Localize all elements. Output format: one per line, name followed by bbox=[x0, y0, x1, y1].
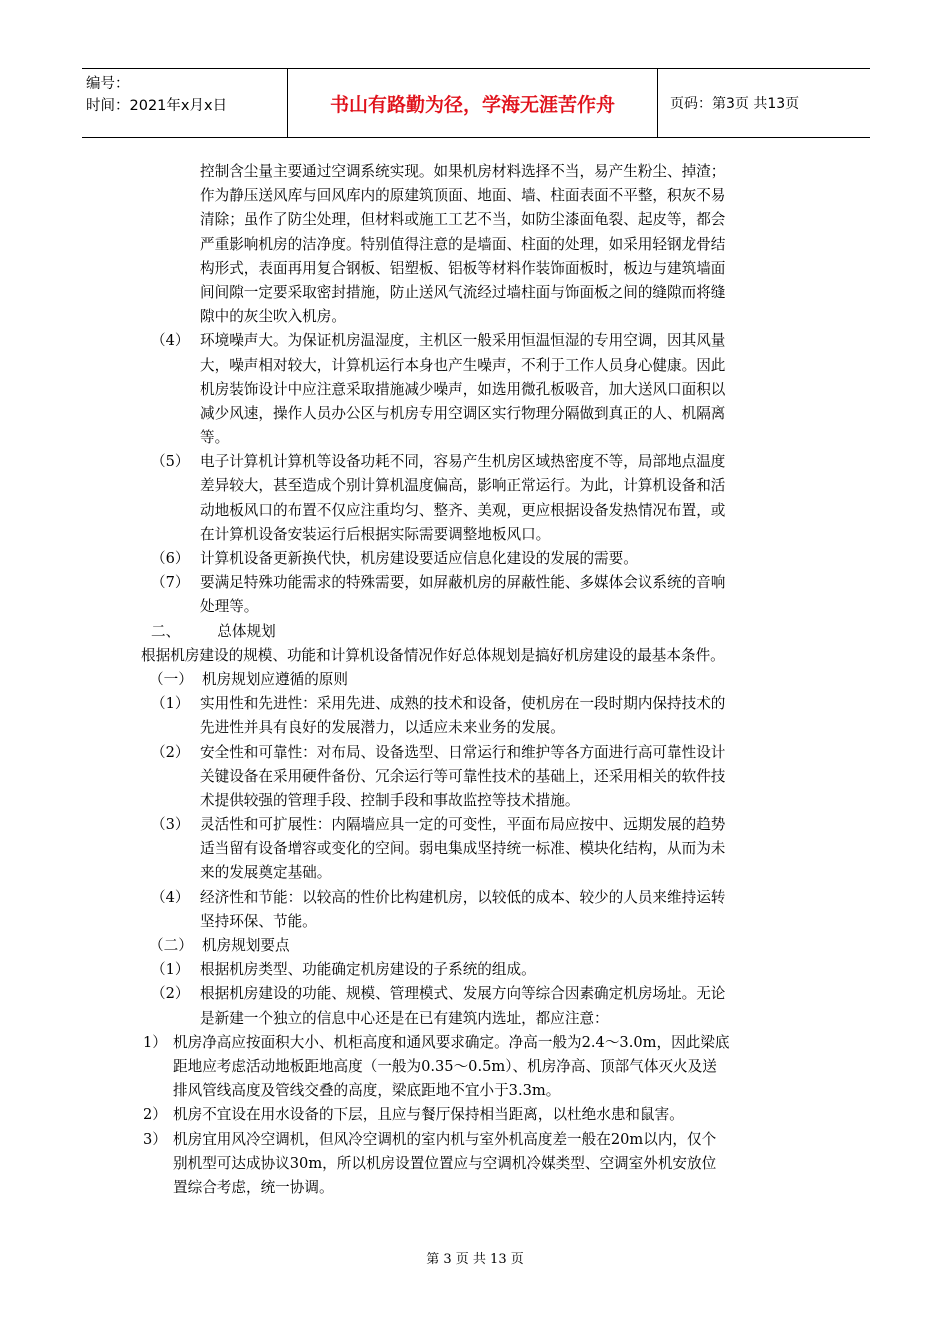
header-meta bbox=[82, 69, 288, 137]
item-text: 机房不宜设在用水设备的下层，且应与餐厅保持相当距离，以杜绝水患和鼠害。 bbox=[173, 1106, 684, 1124]
body-line: 置综合考虑，统一协调。 bbox=[173, 1178, 334, 1196]
list-item bbox=[143, 813, 813, 837]
page-header bbox=[82, 68, 870, 138]
item-text: 机房净高应按面积大小、机柜高度和通风要求确定。净高一般为2.4～3.0m，因此梁底 bbox=[173, 1033, 730, 1051]
body-line: 清除；虽作了防尘处理，但材料或施工工艺不当，如防尘漆面龟裂、起皮等，都会 bbox=[200, 211, 726, 229]
body-line: 来的发展奠定基础。 bbox=[200, 864, 332, 882]
page-footer: 第 3 页 共 13 页 bbox=[426, 1252, 524, 1267]
item-text: 环境噪声大。为保证机房温湿度，主机区一般采用恒温恒湿的专用空调，因其风量 bbox=[200, 332, 726, 350]
list-item bbox=[143, 547, 813, 571]
list-item bbox=[143, 982, 813, 1006]
item-number: 3） bbox=[143, 1130, 167, 1148]
item-number: （4） bbox=[151, 888, 190, 906]
item-number: （3） bbox=[151, 816, 190, 834]
item-number: （7） bbox=[151, 574, 190, 592]
item-text: 实用性和先进性：采用先进、成熟的技术和设备，使机房在一段时期内保持技术的 bbox=[200, 695, 726, 713]
list-item bbox=[143, 1031, 813, 1055]
item-text: 安全性和可靠性：对布局、设备选型、日常运行和维护等各方面进行高可靠性设计 bbox=[200, 743, 726, 761]
body-line: 先进性并具有良好的发展潜力，以适应未来业务的发展。 bbox=[200, 719, 565, 737]
item-number: （2） bbox=[151, 985, 190, 1003]
item-number: （2） bbox=[151, 743, 190, 761]
doc-number-label: 编号： bbox=[86, 76, 130, 92]
body-line: 关键设备在采用硬件备份、冗余运行等可靠性技术的基础上，还采用相关的软件技 bbox=[200, 767, 726, 785]
item-number: （6） bbox=[151, 550, 190, 567]
item-number: （4） bbox=[151, 332, 190, 350]
list-item bbox=[143, 329, 813, 353]
body-line: 适当留有设备增容或变化的空间。弱电集成坚持统一标准、模块化结构，从而为未 bbox=[200, 840, 726, 858]
item-text: 灵活性和可扩展性：内隔墙应具一定的可变性，平面布局应按中、远期发展的趋势 bbox=[200, 816, 726, 834]
body-line: 排风管线高度及管线交叠的高度，梁底距地不宜小于3.3m。 bbox=[173, 1082, 561, 1100]
header-page-number: 页码：第3页 共13页 bbox=[670, 96, 800, 112]
document-body bbox=[143, 160, 813, 1200]
item-text: 经济性和节能：以较高的性价比构建机房，以较低的成本、较少的人员来维持运转 bbox=[200, 888, 726, 906]
item-text: 电子计算机计算机等设备功耗不同，容易产生机房区域热密度不等，局部地点温度 bbox=[200, 453, 726, 471]
body-line: 术提供较强的管理手段、控制手段和事故监控等技术措施。 bbox=[200, 791, 580, 809]
list-item bbox=[143, 886, 813, 910]
subsection-heading: （一） 机房规划应遵循的原则 bbox=[149, 670, 348, 688]
body-line: 坚持环保、节能。 bbox=[200, 912, 317, 930]
section-heading: 二、 总体规划 bbox=[151, 622, 276, 640]
body-line: 减少风速，操作人员办公区与机房专用空调区实行物理分隔做到真正的人、机隔离 bbox=[200, 404, 726, 422]
item-text: 要满足特殊功能需求的特殊需要，如屏蔽机房的屏蔽性能、多媒体会议系统的音响 bbox=[200, 574, 726, 592]
body-line: 是新建一个独立的信息中心还是在已有建筑内选址，都应注意： bbox=[200, 1009, 609, 1027]
body-line: 差异较大，甚至造成个别计算机温度偏高，影响正常运行。为此，计算机设备和活 bbox=[200, 477, 726, 495]
list-item bbox=[143, 958, 813, 982]
body-line: 控制含尘量主要通过空调系统实现。如果机房材料选择不当，易产生粉尘、掉渣； bbox=[200, 163, 726, 180]
item-text: 计算机设备更新换代快，机房建设要适应信息化建设的发展的需要。 bbox=[200, 550, 638, 567]
item-number: （5） bbox=[151, 453, 190, 471]
list-item bbox=[143, 741, 813, 765]
item-number: 2） bbox=[143, 1106, 167, 1124]
body-line: 动地板风口的布置不仅应注重均匀、整齐、美观，更应根据设备发热情况布置，或 bbox=[200, 501, 726, 519]
list-item bbox=[143, 450, 813, 474]
section-intro: 根据机房建设的规模、功能和计算机设备情况作好总体规划是搞好机房建设的最基本条件。 bbox=[141, 646, 725, 664]
list-item bbox=[143, 571, 813, 595]
body-line: 隙中的灰尘吹入机房。 bbox=[200, 308, 346, 326]
doc-date-label: 时间：2021年x月x日 bbox=[86, 98, 228, 114]
body-line: 大，噪声相对较大，计算机运行本身也产生噪声，不利于工作人员身心健康。因此 bbox=[200, 356, 726, 374]
body-line: 别机型可达成协议30m，所以机房设置位置应与空调机冷媒类型、空调室外机安放位 bbox=[173, 1154, 717, 1172]
body-line: 在计算机设备安装运行后根据实际需要调整地板风口。 bbox=[200, 525, 551, 543]
item-text: 机房宜用风冷空调机，但风冷空调机的室内机与室外机高度差一般在20m以内，仅个 bbox=[173, 1130, 717, 1148]
body-line: 处理等。 bbox=[200, 598, 259, 616]
body-line: 距地应考虑活动地板距地高度（一般为0.35～0.5m）、机房净高、顶部气体灭火及送 bbox=[173, 1057, 717, 1075]
body-line: 间间隙一定要采取密封措施，防止送风气流经过墙柱面与饰面板之间的缝隙而将缝 bbox=[200, 283, 726, 301]
item-text: 根据机房建设的功能、规模、管理模式、发展方向等综合因素确定机房场址。无论 bbox=[200, 985, 726, 1003]
list-item bbox=[143, 1128, 813, 1152]
body-line: 作为静压送风库与回风库内的原建筑顶面、地面、墙、柱面表面不平整，积灰不易 bbox=[200, 187, 726, 205]
body-line: 等。 bbox=[200, 429, 230, 447]
body-line: 机房装饰设计中应注意采取措施减少噪声，如选用微孔板吸音，加大送风口面积以 bbox=[200, 380, 726, 398]
item-number: （1） bbox=[151, 695, 190, 713]
list-item bbox=[143, 692, 813, 716]
header-motto: 书山有路勤为径，学海无涯苦作舟 bbox=[288, 69, 658, 137]
list-item bbox=[143, 1103, 813, 1127]
item-number: 1） bbox=[143, 1033, 167, 1051]
subsection-heading: （二） 机房规划要点 bbox=[149, 937, 290, 954]
body-line: 构形式，表面再用复合钢板、铝塑板、铝板等材料作装饰面板时，板边与建筑墙面 bbox=[200, 259, 726, 277]
item-text: 根据机房类型、功能确定机房建设的子系统的组成。 bbox=[200, 961, 536, 979]
item-number: （1） bbox=[151, 961, 190, 979]
body-line: 严重影响机房的洁净度。特别值得注意的是墙面、柱面的处理，如采用轻钢龙骨结 bbox=[200, 235, 726, 253]
